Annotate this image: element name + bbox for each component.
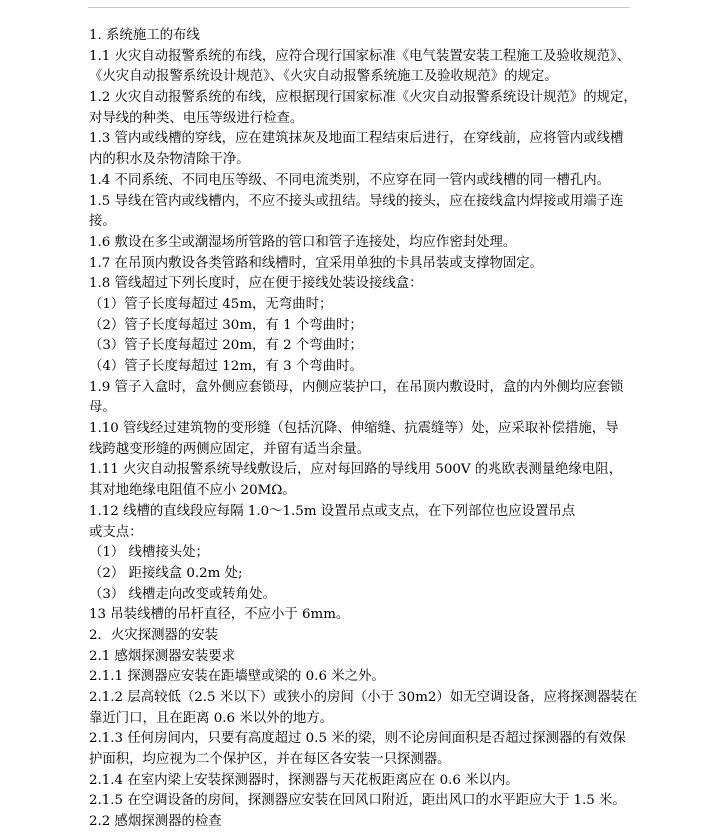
paragraph-line: 1.8 管线超过下列长度时，应在便于接线处装设接线盒： <box>89 276 423 292</box>
paragraph-line: 线跨越变形缝的两侧应固定，并留有适当余量。 <box>89 441 371 457</box>
paragraph-line: 2.1.5 在空调设备的房间，探测器应安装在回风口附近，距出风口的水平距应大于 1.5 米。 <box>89 793 626 809</box>
list-item: （1）管子长度每超过 45m，无弯曲时； <box>89 296 333 312</box>
paragraph-line: 2.1.4 在室内梁上安装探测器时，探测器与天花板距离应在 0.6 米以内。 <box>89 772 519 788</box>
paragraph-line: 内的积水及杂物清除干净。 <box>89 152 250 168</box>
paragraph-line: 母。 <box>89 400 116 416</box>
paragraph-line: 1.2 火灾自动报警系统的布线，应根据现行国家标准《火灾自动报警系统设计规范》的规定， <box>89 90 637 106</box>
paragraph-line: 1.6 敷设在多尘或潮湿场所管路的管口和管子连接处，均应作密封处理。 <box>89 234 517 250</box>
paragraph-line: 接。 <box>89 214 116 230</box>
paragraph-line: 靠近门口，且在距离 0.6 米以外的地方。 <box>89 710 334 726</box>
paragraph-line: 1.9 管子入盒时，盒外侧应套锁母，内侧应装护口，在吊顶内敷设时，盒的内外侧均应套锁 <box>89 379 624 395</box>
list-item: （2）管子长度每超过 30m，有 1 个弯曲时； <box>89 317 363 333</box>
subsection-heading: 2.2 感烟探测器的检查 <box>89 814 222 830</box>
section-heading: 1. 系统施工的布线 <box>89 28 200 43</box>
paragraph-line: 护面积，均应视为二个保护区，并在每区各安装一只探测器。 <box>89 752 451 768</box>
paragraph-line: 1.5 导线在管内或线槽内，不应不接头或扭结。导线的接头，应在接线盒内焊接或用端子连 <box>89 193 624 209</box>
list-item: （3） 线槽走向改变或转角处。 <box>89 586 276 602</box>
paragraph-line: 或支点： <box>89 524 143 540</box>
section-heading: 2．火灾探测器的安装 <box>89 627 219 643</box>
document-body <box>89 26 649 833</box>
list-item: （1） 线槽接头处； <box>89 545 209 561</box>
list-item: （4）管子长度每超过 12m，有 3 个弯曲时。 <box>89 359 363 374</box>
paragraph-line: 其对地绝缘电阻值不应小 20MΩ。 <box>89 483 296 499</box>
paragraph-line: 13 吊装线槽的吊杆直径，不应小于 6mm。 <box>89 607 350 623</box>
header-rule <box>88 7 630 8</box>
paragraph-line: 对导线的种类、电压等级进行检查。 <box>89 110 304 126</box>
subsection-heading: 2.1 感烟探测器安装要求 <box>89 648 236 664</box>
paragraph-line: 1.4 不同系统、不同电压等级、不同电流类别，不应穿在同一管内或线槽的同一槽孔内。 <box>89 172 611 188</box>
paragraph-line: 1.3 管内或线槽的穿线，应在建筑抹灰及地面工程结束后进行，在穿线前，应将管内或线槽 <box>89 131 624 147</box>
paragraph-line: 1.12 线槽的直线段应每隔 1.0～1.5m 设置吊点或支点，在下列部位也应设置吊点 <box>89 503 576 519</box>
paragraph-line: 1.10 管线经过建筑物的变形缝（包括沉降、伸缩缝、抗震缝等）处，应采取补偿措施，导 <box>89 421 619 437</box>
paragraph-line: 1.7 在吊顶内敷设各类管路和线槽时，宜采用单独的卡具吊装或支撑物固定。 <box>89 255 544 271</box>
paragraph-line: 1.1 火灾自动报警系统的布线，应符合现行国家标准《电气装置安装工程施工及验收规范》、 <box>89 48 631 64</box>
paragraph-line: 2.1.2 层高较低（2.5 米以下）或狭小的房间（小于 30m2）如无空调设备，应将探测器装在 <box>89 690 638 705</box>
paragraph-line: 1.11 火灾自动报警系统导线敷设后，应对每回路的导线用 500V 的兆欧表测量绝缘电阻， <box>89 462 623 478</box>
list-item: （2） 距接线盒 0.2m 处; <box>89 565 243 581</box>
paragraph-line: 2.1.1 探测器应安装在距墙壁或梁的 0.6 米之外。 <box>89 669 385 685</box>
paragraph-line: 《火灾自动报警系统设计规范》、《火灾自动报警系统施工及验收规范》的规定。 <box>89 69 558 85</box>
paragraph-line: 2.1.3 任何房间内，只要有高度超过 0.5 米的梁，则不论房间面积是否超过探测器的有效保 <box>89 731 626 747</box>
list-item: （3）管子长度每超过 20m，有 2 个弯曲时； <box>89 338 363 354</box>
